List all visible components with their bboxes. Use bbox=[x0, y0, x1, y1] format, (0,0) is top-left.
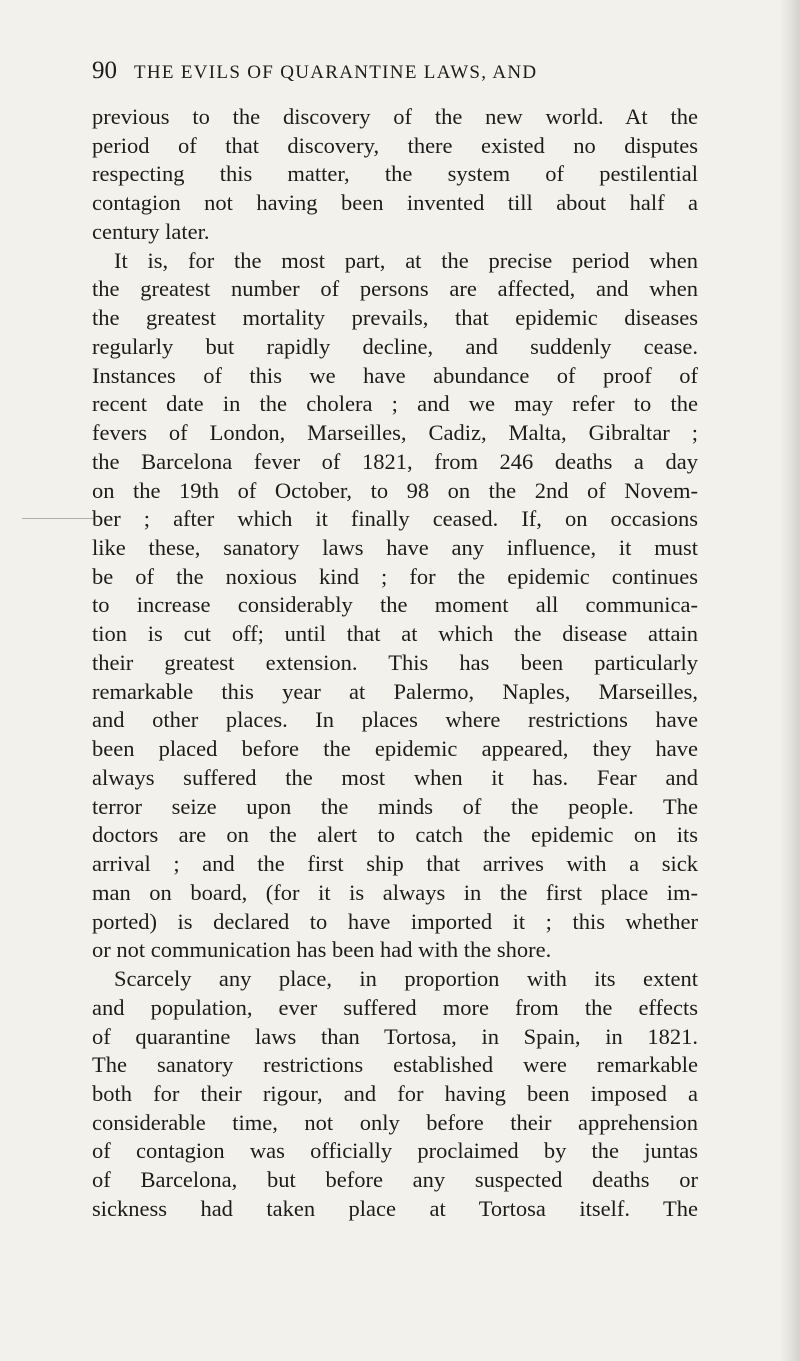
text-line: on the 19th of October, to 98 on the 2nd of Novem- bbox=[92, 477, 698, 503]
text-line: tion is cut off; until that at which the disease attain bbox=[92, 621, 698, 647]
text-line: been placed before the epidemic appeared, they have bbox=[92, 736, 698, 762]
text-line: their greatest extension. This has been particularly bbox=[92, 649, 698, 675]
text-line: always suffered the most when it has. Fear and bbox=[92, 764, 698, 790]
text-line: doctors are on the alert to catch the epidemic on its bbox=[92, 822, 698, 848]
page-number: 90 bbox=[92, 57, 117, 84]
text-line: or not communication has been had with the shore. bbox=[92, 937, 552, 963]
text-line: and population, ever suffered more from the effects bbox=[92, 994, 698, 1020]
text-line: to increase considerably the moment all communica- bbox=[92, 592, 698, 618]
text-line: contagion not having been invented till about half a bbox=[92, 190, 698, 216]
text-line: ported) is declared to have imported it ; this whether bbox=[92, 908, 698, 934]
page-header bbox=[92, 56, 698, 86]
text-line: fevers of London, Marseilles, Cadiz, Malta, Gibraltar ; bbox=[92, 420, 698, 446]
text-line: respecting this matter, the system of pestilential bbox=[92, 161, 698, 187]
text-line: The sanatory restrictions established were remarkable bbox=[92, 1052, 698, 1078]
text-line: the Barcelona fever of 1821, from 246 deaths a day bbox=[92, 448, 698, 474]
running-head: THE EVILS OF QUARANTINE LAWS, AND bbox=[134, 62, 538, 83]
text-line: period of that discovery, there existed no disputes bbox=[92, 132, 698, 158]
text-line: terror seize upon the minds of the people. The bbox=[92, 793, 698, 819]
text-line: century later. bbox=[92, 218, 210, 244]
text-line: remarkable this year at Palermo, Naples, Marseilles, bbox=[92, 678, 698, 704]
text-line: and other places. In places where restrictions have bbox=[92, 707, 698, 733]
text-line: be of the noxious kind ; for the epidemic continues bbox=[92, 563, 698, 589]
page-edge-shadow bbox=[780, 0, 800, 1361]
text-line: the greatest number of persons are affected, and when bbox=[92, 276, 698, 302]
text-line: previous to the discovery of the new world. At the bbox=[92, 104, 698, 129]
text-line: of Barcelona, but before any suspected deaths or bbox=[92, 1167, 698, 1193]
text-line: ber ; after which it finally ceased. If, on occasions bbox=[92, 506, 698, 532]
text-line: the greatest mortality prevails, that epidemic diseases bbox=[92, 305, 698, 331]
text-line: recent date in the cholera ; and we may refer to the bbox=[92, 391, 698, 417]
text-line: considerable time, not only before their apprehension bbox=[92, 1109, 698, 1135]
text-line: Scarcely any place, in proportion with its extent bbox=[114, 966, 698, 992]
body-text bbox=[92, 103, 698, 1224]
text-line: of quarantine laws than Tortosa, in Spain, in 1821. bbox=[92, 1023, 698, 1049]
text-line: both for their rigour, and for having been imposed a bbox=[92, 1080, 698, 1106]
text-line: man on board, (for it is always in the first place im- bbox=[92, 879, 698, 905]
text-line: like these, sanatory laws have any influence, it must bbox=[92, 535, 698, 561]
text-line: of contagion was officially proclaimed by the juntas bbox=[92, 1138, 698, 1164]
text-line: sickness had taken place at Tortosa itself. The bbox=[92, 1195, 698, 1221]
text-line: It is, for the most part, at the precise period when bbox=[114, 247, 698, 273]
text-line: arrival ; and the first ship that arrives with a sick bbox=[92, 851, 698, 877]
text-line: regularly but rapidly decline, and suddenly cease. bbox=[92, 333, 698, 359]
stray-pencil-mark bbox=[22, 518, 94, 519]
text-line: Instances of this we have abundance of proof of bbox=[92, 362, 698, 388]
